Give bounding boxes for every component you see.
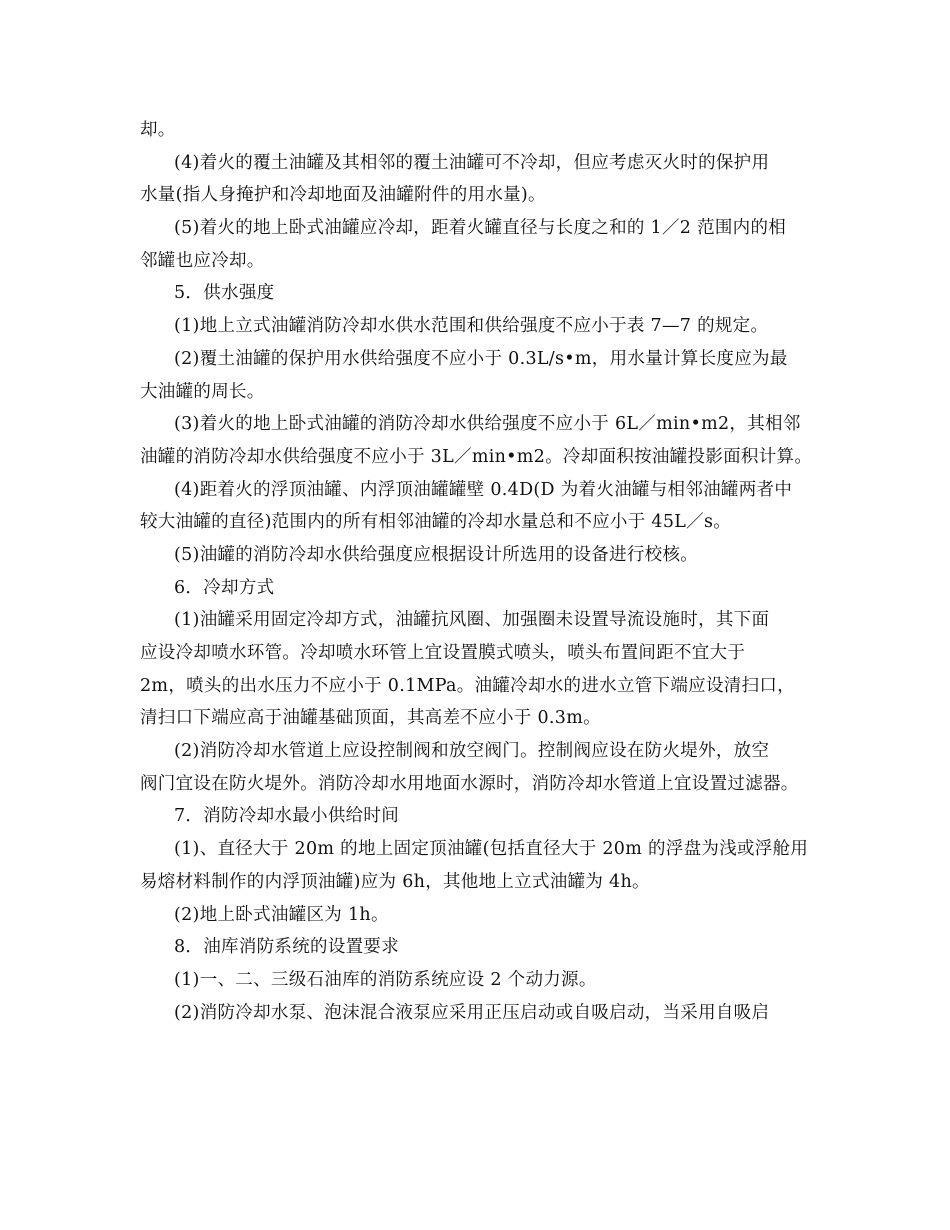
text-line: 邻罐也应冷却。 [140,250,265,271]
text-line: 大油罐的周长。 [140,381,265,402]
text-line: (2)消防冷却水泵、泡沫混合液泵应采用正压启动或自吸启动，当采用自吸启 [174,1002,770,1023]
text-line: 应设冷却喷水环管。冷却喷水环管上宜设置膜式喷头，喷头布置间距不宜大于 [140,643,746,663]
text-line: (2)地上卧式油罐区为 1h。 [174,904,389,925]
text-line: (5)着火的地上卧式油罐应冷却，距着火罐直径与长度之和的 1／2 范围内的相 [174,218,787,239]
text-line: (2)消防冷却水管道上应设控制阀和放空阀门。控制阀应设在防火堤外，放空 [174,741,770,762]
text-line: (1)地上立式油罐消防冷却水供水范围和供给强度不应小于表 7—7 的规定。 [174,316,769,337]
text-line: (3)着火的地上卧式油罐的消防冷却水供给强度不应小于 6L／min•m2，其相邻 [174,414,801,435]
text-line: 6．冷却方式 [174,577,275,598]
text-line: (2)覆土油罐的保护用水供给强度不应小于 0.3L/s•m，用水量计算长度应为最 [174,348,788,369]
text-line: 8．油库消防系统的设置要求 [174,937,400,958]
text-line: (1)油罐采用固定冷却方式，油罐抗风圈、加强圈未设置导流设施时，其下面 [174,610,770,631]
text-line: 却。 [140,120,176,140]
text-line: (5)油罐的消防冷却水供给强度应根据设计所选用的设备进行校核。 [174,544,699,565]
text-line: 油罐的消防冷却水供给强度不应小于 3L／min•m2。冷却面积按油罐投影面积计算。 [140,446,813,467]
text-line: (4)着火的覆土油罐及其相邻的覆土油罐可不冷却，但应考虑灭火时的保护用 [174,152,770,173]
text-line: (1)、直径大于 20m 的地上固定顶油罐(包括直径大于 20m 的浮盘为浅或浮舱用 [174,839,809,860]
text-line: (4)距着火的浮顶油罐、内浮顶油罐罐壁 0.4D(D 为着火油罐与相邻油罐两者中 [174,479,793,500]
text-line: (1)一、二、三级石油库的消防系统应设 2 个动力源。 [174,969,597,990]
text-line: 2m，喷头的出水压力不应小于 0.1MPa。油罐冷却水的进水立管下端应设清扫口， [140,675,795,696]
text-line: 阀门宜设在防火堤外。消防冷却水用地面水源时，消防冷却水管道上宜设置过滤器。 [140,773,799,794]
text-line: 易熔材料制作的内浮顶油罐)应为 6h，其他地上立式油罐为 4h。 [140,871,650,892]
text-line: 7．消防冷却水最小供给时间 [174,806,400,827]
text-line: 较大油罐的直径)范围内的所有相邻油罐的冷却水量总和不应小于 45L／s。 [140,512,732,533]
document-page [140,114,820,1029]
text-line: 清扫口下端应高于油罐基础顶面，其高差不应小于 0.3m。 [140,708,601,729]
text-line: 5．供水强度 [174,283,275,304]
text-line: 水量(指人身掩护和冷却地面及油罐附件的用水量)。 [140,185,546,206]
